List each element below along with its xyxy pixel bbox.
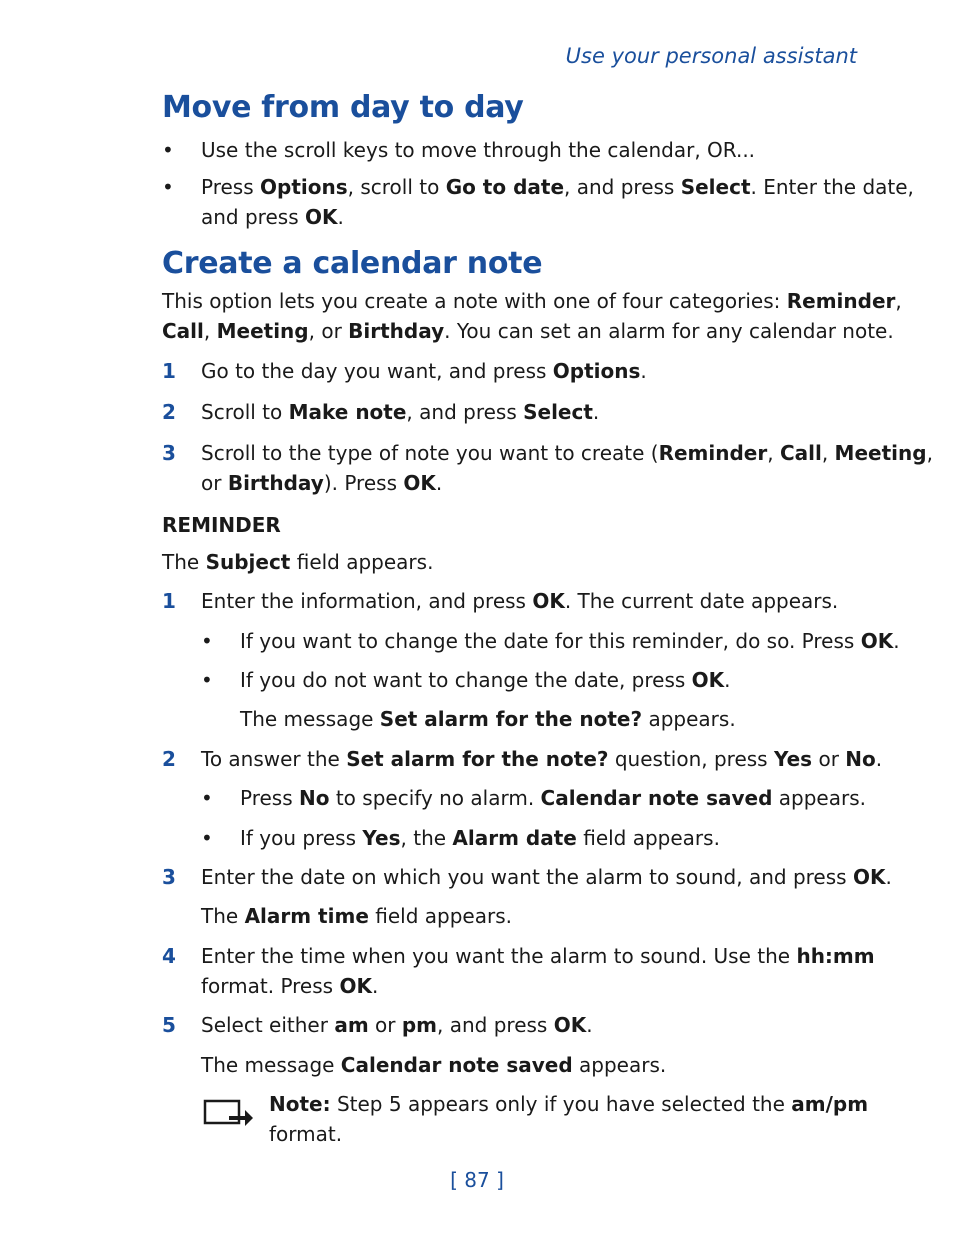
step-number: 3 [162, 865, 176, 889]
bullet-press-options-line2: and press OK. [201, 205, 344, 229]
bullet-dot: • [201, 629, 213, 653]
bullet-dot: • [201, 786, 213, 810]
intro-line-2: Call, Meeting, or Birthday. You can set an alarm for any calendar note. [162, 319, 894, 343]
reminder-step-5: Select either am or pm, and press OK. [201, 1013, 593, 1037]
reminder-step-1: Enter the information, and press OK. The current date appears. [201, 589, 839, 613]
step-number: 5 [162, 1013, 176, 1037]
intro-line-1: This option lets you create a note with one of four categories: Reminder, [162, 289, 902, 313]
step-number: 1 [162, 589, 176, 613]
step-number: 2 [162, 747, 176, 771]
bullet-dot: • [201, 668, 213, 692]
bullet-dot: • [162, 175, 174, 199]
reminder-intro: The Subject field appears. [162, 550, 434, 574]
bullet-press-options: Press Options, scroll to Go to date, and press Select. Enter the date, [201, 175, 914, 199]
reminder-step-3-follow: The Alarm time field appears. [201, 904, 512, 928]
bullet-dot: • [162, 138, 174, 162]
reminder-heading: REMINDER [162, 513, 281, 537]
section-title-move: Move from day to day [162, 90, 524, 125]
running-head: Use your personal assistant [565, 44, 857, 68]
step-number: 1 [162, 359, 176, 383]
reminder-step-1-bullet-1: If you want to change the date for this reminder, do so. Press OK. [240, 629, 900, 653]
note-icon [203, 1097, 253, 1131]
reminder-step-2-bullet-1: Press No to specify no alarm. Calendar note saved appears. [240, 786, 866, 810]
reminder-step-5-follow: The message Calendar note saved appears. [201, 1053, 667, 1077]
section-title-create-note: Create a calendar note [162, 246, 543, 281]
step-2-text: Scroll to Make note, and press Select. [201, 400, 600, 424]
reminder-step-1-message: The message Set alarm for the note? appears. [240, 707, 736, 731]
bullet-dot: • [201, 826, 213, 850]
reminder-step-1-bullet-2: If you do not want to change the date, press OK. [240, 668, 731, 692]
step-number: 2 [162, 400, 176, 424]
reminder-step-2-bullet-2: If you press Yes, the Alarm date field appears. [240, 826, 720, 850]
note-line-2: format. [269, 1122, 343, 1146]
step-1-text: Go to the day you want, and press Options. [201, 359, 647, 383]
step-number: 4 [162, 944, 176, 968]
step-3-text-line2: or Birthday). Press OK. [201, 471, 443, 495]
step-3-text: Scroll to the type of note you want to create (Reminder, Call, Meeting, [201, 441, 933, 465]
note-line-1: Note: Step 5 appears only if you have selected the am/pm [269, 1092, 869, 1116]
bullet-scroll-keys: Use the scroll keys to move through the calendar, OR... [201, 138, 756, 162]
step-number: 3 [162, 441, 176, 465]
reminder-step-4: Enter the time when you want the alarm to sound. Use the hh:mm [201, 944, 875, 968]
reminder-step-3: Enter the date on which you want the alarm to sound, and press OK. [201, 865, 892, 889]
reminder-step-2: To answer the Set alarm for the note? question, press Yes or No. [201, 747, 883, 771]
page-number: [ 87 ] [450, 1168, 504, 1192]
reminder-step-4-line2: format. Press OK. [201, 974, 379, 998]
